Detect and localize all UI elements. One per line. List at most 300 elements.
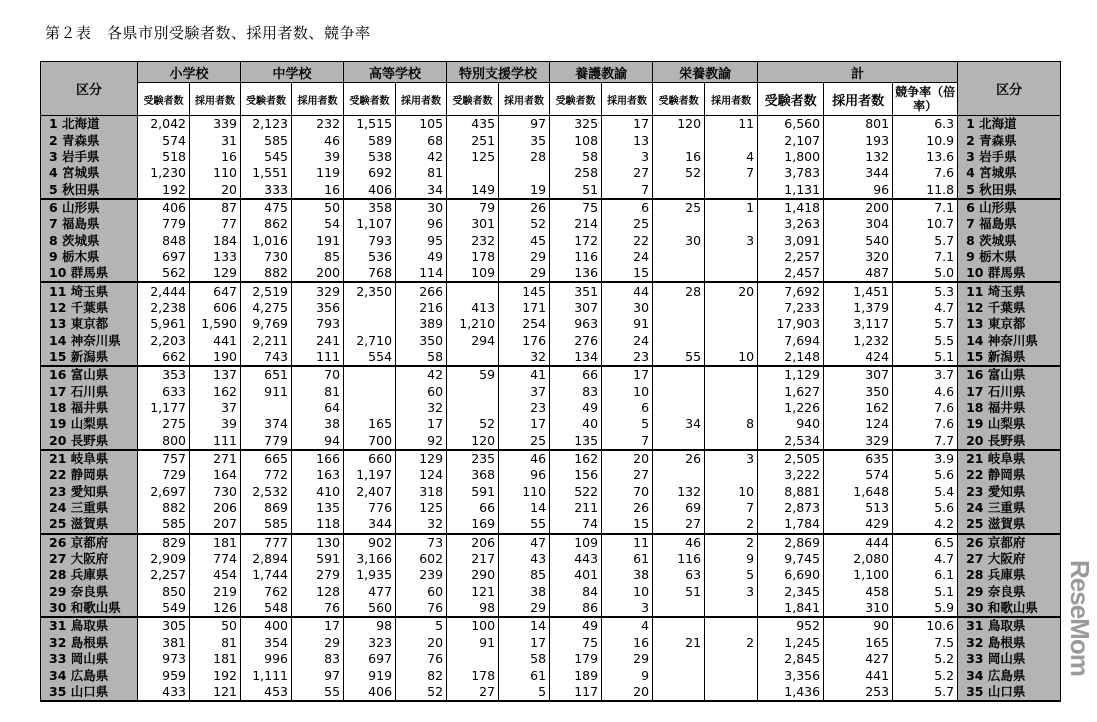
number-cell: 7,233 — [758, 300, 824, 316]
number-cell — [653, 332, 705, 348]
header-group-total: 計 — [758, 62, 958, 83]
number-cell — [653, 600, 705, 617]
prefecture-label-left: 10 群馬県 — [41, 265, 138, 282]
number-cell: 10 — [705, 349, 758, 366]
number-cell: 7,692 — [758, 282, 824, 299]
number-cell: 2 — [705, 516, 758, 533]
number-cell: 325 — [550, 116, 602, 133]
table-row — [41, 516, 1061, 533]
prefecture-label-right: 17 石川県 — [958, 384, 1061, 400]
prefecture-label-left: 28 兵庫県 — [41, 567, 138, 583]
table-row — [41, 467, 1061, 483]
prefecture-label-right: 34 広島県 — [958, 667, 1061, 683]
number-cell: 2,257 — [138, 567, 190, 583]
number-cell: 1,100 — [824, 567, 893, 583]
number-cell: 1,418 — [758, 199, 824, 216]
table-row — [41, 500, 1061, 516]
number-cell: 166 — [292, 450, 344, 467]
number-cell — [705, 600, 758, 617]
number-cell: 290 — [447, 567, 499, 583]
number-cell: 697 — [138, 249, 190, 265]
competition-rate-cell: 6.5 — [893, 534, 958, 551]
competition-rate-cell: 7.1 — [893, 199, 958, 216]
number-cell: 17 — [499, 416, 550, 432]
number-cell: 1,515 — [344, 116, 396, 133]
number-cell: 3 — [705, 584, 758, 600]
number-cell: 487 — [824, 265, 893, 282]
number-cell: 30 — [602, 300, 653, 316]
number-cell: 83 — [550, 384, 602, 400]
prefecture-label-left: 23 愛知県 — [41, 484, 138, 500]
number-cell: 10 — [602, 584, 653, 600]
competition-rate-cell: 5.7 — [893, 684, 958, 701]
prefecture-label-left: 24 三重県 — [41, 500, 138, 516]
table-row — [41, 551, 1061, 567]
competition-rate-cell: 6.1 — [893, 567, 958, 583]
number-cell: 15 — [602, 516, 653, 533]
number-cell: 191 — [292, 232, 344, 248]
prefecture-label-left: 17 石川県 — [41, 384, 138, 400]
number-cell: 129 — [396, 450, 447, 467]
number-cell: 37 — [499, 384, 550, 400]
number-cell: 389 — [396, 316, 447, 332]
number-cell: 2,203 — [138, 332, 190, 348]
number-cell — [653, 366, 705, 383]
number-cell: 1,451 — [824, 282, 893, 299]
number-cell: 2,869 — [758, 534, 824, 551]
number-cell: 848 — [138, 232, 190, 248]
header-kubun-right: 区分 — [958, 62, 1061, 116]
number-cell: 2,080 — [824, 551, 893, 567]
number-cell: 75 — [550, 199, 602, 216]
number-cell: 344 — [344, 516, 396, 533]
number-cell: 26 — [602, 500, 653, 516]
prefecture-label-right: 19 山梨県 — [958, 416, 1061, 432]
number-cell: 120 — [653, 116, 705, 133]
number-cell: 294 — [447, 332, 499, 348]
number-cell: 574 — [824, 467, 893, 483]
number-cell: 63 — [653, 567, 705, 583]
number-cell: 29 — [499, 600, 550, 617]
number-cell: 344 — [824, 165, 893, 181]
header-group: 養護教諭 — [550, 62, 653, 83]
competition-rate-cell: 7.5 — [893, 635, 958, 651]
number-cell: 219 — [190, 584, 241, 600]
number-cell: 2,519 — [241, 282, 292, 299]
number-cell: 1,226 — [758, 400, 824, 416]
number-cell: 55 — [292, 684, 344, 701]
table-row — [41, 416, 1061, 432]
number-cell: 6 — [602, 400, 653, 416]
competition-rate-cell: 7.6 — [893, 165, 958, 181]
competition-rate-cell: 5.5 — [893, 332, 958, 348]
number-cell: 39 — [292, 149, 344, 165]
competition-rate-cell: 5.9 — [893, 600, 958, 617]
header-hired: 採用者数 — [499, 83, 550, 116]
number-cell: 381 — [138, 635, 190, 651]
number-cell: 7 — [602, 433, 653, 450]
number-cell: 2,873 — [758, 500, 824, 516]
number-cell — [447, 165, 499, 181]
number-cell: 137 — [190, 366, 241, 383]
table-row — [41, 617, 1061, 634]
number-cell: 207 — [190, 516, 241, 533]
number-cell: 538 — [344, 149, 396, 165]
number-cell: 17,903 — [758, 316, 824, 332]
number-cell: 774 — [190, 551, 241, 567]
number-cell — [705, 265, 758, 282]
number-cell: 762 — [241, 584, 292, 600]
number-cell: 96 — [824, 181, 893, 198]
number-cell: 20 — [396, 635, 447, 651]
table-row — [41, 366, 1061, 383]
number-cell: 11 — [602, 534, 653, 551]
number-cell: 8,881 — [758, 484, 824, 500]
number-cell: 6,690 — [758, 567, 824, 583]
number-cell: 276 — [550, 332, 602, 348]
number-cell: 116 — [653, 551, 705, 567]
number-cell — [344, 384, 396, 400]
competition-rate-cell: 6.3 — [893, 116, 958, 133]
number-cell: 606 — [190, 300, 241, 316]
number-cell: 768 — [344, 265, 396, 282]
number-cell: 30 — [396, 199, 447, 216]
number-cell: 116 — [550, 249, 602, 265]
number-cell: 730 — [190, 484, 241, 500]
table-row — [41, 400, 1061, 416]
number-cell: 1,841 — [758, 600, 824, 617]
number-cell: 801 — [824, 116, 893, 133]
number-cell: 58 — [499, 651, 550, 667]
prefecture-label-right: 31 鳥取県 — [958, 617, 1061, 634]
table-row — [41, 249, 1061, 265]
table-row — [41, 282, 1061, 299]
number-cell: 4,275 — [241, 300, 292, 316]
number-cell: 406 — [344, 181, 396, 198]
number-cell — [653, 216, 705, 232]
number-cell: 307 — [824, 366, 893, 383]
number-cell: 6 — [602, 199, 653, 216]
number-cell: 162 — [824, 400, 893, 416]
number-cell: 410 — [292, 484, 344, 500]
header-applicants: 受験者数 — [344, 83, 396, 116]
prefecture-label-left: 19 山梨県 — [41, 416, 138, 432]
number-cell: 271 — [190, 450, 241, 467]
number-cell: 98 — [447, 600, 499, 617]
number-cell — [653, 132, 705, 148]
number-cell: 81 — [292, 384, 344, 400]
table-row — [41, 450, 1061, 467]
number-cell: 305 — [138, 617, 190, 634]
number-cell — [705, 366, 758, 383]
number-cell: 13 — [602, 132, 653, 148]
number-cell — [705, 617, 758, 634]
number-cell: 235 — [447, 450, 499, 467]
number-cell: 105 — [396, 116, 447, 133]
number-cell: 135 — [292, 500, 344, 516]
table-row — [41, 534, 1061, 551]
table-row — [41, 584, 1061, 600]
prefecture-label-right: 2 青森県 — [958, 132, 1061, 148]
number-cell: 124 — [824, 416, 893, 432]
number-cell: 354 — [241, 635, 292, 651]
number-cell: 660 — [344, 450, 396, 467]
number-cell: 1,230 — [138, 165, 190, 181]
number-cell: 400 — [241, 617, 292, 634]
number-cell: 911 — [241, 384, 292, 400]
number-cell — [705, 300, 758, 316]
number-cell: 206 — [447, 534, 499, 551]
number-cell: 11 — [705, 116, 758, 133]
number-cell: 111 — [190, 433, 241, 450]
number-cell: 1,627 — [758, 384, 824, 400]
number-cell: 179 — [550, 651, 602, 667]
number-cell: 356 — [292, 300, 344, 316]
table-row — [41, 265, 1061, 282]
table-row — [41, 349, 1061, 366]
prefecture-label-right: 21 岐阜県 — [958, 450, 1061, 467]
number-cell — [653, 667, 705, 683]
table-row — [41, 684, 1061, 701]
number-cell: 52 — [396, 684, 447, 701]
number-cell: 358 — [344, 199, 396, 216]
number-cell — [653, 249, 705, 265]
number-cell: 3,117 — [824, 316, 893, 332]
number-cell: 3 — [705, 232, 758, 248]
number-cell: 85 — [292, 249, 344, 265]
number-cell: 251 — [447, 132, 499, 148]
number-cell — [705, 332, 758, 348]
number-cell: 162 — [550, 450, 602, 467]
number-cell: 184 — [190, 232, 241, 248]
number-cell: 368 — [447, 467, 499, 483]
header-group: 高等学校 — [344, 62, 447, 83]
number-cell: 44 — [602, 282, 653, 299]
number-cell: 41 — [499, 366, 550, 383]
table-row — [41, 651, 1061, 667]
number-cell: 2,148 — [758, 349, 824, 366]
table-row — [41, 116, 1061, 133]
number-cell: 119 — [292, 165, 344, 181]
prefecture-label-right: 4 宮城県 — [958, 165, 1061, 181]
number-cell: 45 — [499, 232, 550, 248]
prefecture-label-right: 12 千葉県 — [958, 300, 1061, 316]
number-cell: 96 — [396, 216, 447, 232]
prefecture-label-right: 3 岩手県 — [958, 149, 1061, 165]
table-row — [41, 667, 1061, 683]
prefecture-label-right: 28 兵庫県 — [958, 567, 1061, 583]
number-cell — [653, 467, 705, 483]
number-cell: 58 — [550, 149, 602, 165]
number-cell: 121 — [190, 684, 241, 701]
number-cell: 17 — [499, 635, 550, 651]
number-cell: 560 — [344, 600, 396, 617]
number-cell: 125 — [396, 500, 447, 516]
number-cell: 963 — [550, 316, 602, 332]
number-cell: 2,909 — [138, 551, 190, 567]
number-cell: 254 — [499, 316, 550, 332]
number-cell: 5 — [602, 416, 653, 432]
table-row — [41, 316, 1061, 332]
number-cell: 562 — [138, 265, 190, 282]
prefecture-label-left: 26 京都府 — [41, 534, 138, 551]
number-cell: 545 — [241, 149, 292, 165]
number-cell: 128 — [292, 584, 344, 600]
number-cell: 17 — [602, 366, 653, 383]
number-cell: 38 — [292, 416, 344, 432]
number-cell: 189 — [550, 667, 602, 683]
prefecture-label-right: 10 群馬県 — [958, 265, 1061, 282]
competition-rate-cell: 5.2 — [893, 651, 958, 667]
number-cell — [705, 316, 758, 332]
number-cell: 24 — [602, 249, 653, 265]
number-cell: 26 — [653, 450, 705, 467]
number-cell: 216 — [396, 300, 447, 316]
competition-rate-cell: 5.2 — [893, 667, 958, 683]
prefecture-label-left: 18 福井県 — [41, 400, 138, 416]
number-cell: 46 — [292, 132, 344, 148]
number-cell: 692 — [344, 165, 396, 181]
number-cell: 882 — [241, 265, 292, 282]
prefecture-label-right: 15 新潟県 — [958, 349, 1061, 366]
number-cell: 2,534 — [758, 433, 824, 450]
number-cell: 34 — [396, 181, 447, 198]
number-cell: 779 — [138, 216, 190, 232]
number-cell: 29 — [292, 635, 344, 651]
number-cell: 20 — [190, 181, 241, 198]
number-cell: 662 — [138, 349, 190, 366]
number-cell: 76 — [292, 600, 344, 617]
number-cell: 76 — [396, 600, 447, 617]
number-cell: 43 — [499, 551, 550, 567]
number-cell: 19 — [499, 181, 550, 198]
number-cell: 121 — [447, 584, 499, 600]
number-cell: 665 — [241, 450, 292, 467]
number-cell — [705, 132, 758, 148]
number-cell: 40 — [550, 416, 602, 432]
number-cell: 441 — [190, 332, 241, 348]
prefecture-label-left: 3 岩手県 — [41, 149, 138, 165]
header-kubun-left: 区分 — [41, 62, 138, 116]
number-cell: 29 — [499, 265, 550, 282]
number-cell: 39 — [190, 416, 241, 432]
prefecture-label-left: 4 宮城県 — [41, 165, 138, 181]
prefecture-label-left: 2 青森県 — [41, 132, 138, 148]
number-cell: 3,166 — [344, 551, 396, 567]
number-cell: 585 — [241, 132, 292, 148]
number-cell — [705, 667, 758, 683]
prefecture-label-right: 8 茨城県 — [958, 232, 1061, 248]
number-cell — [499, 165, 550, 181]
number-cell: 266 — [396, 282, 447, 299]
number-cell: 730 — [241, 249, 292, 265]
competition-rate-cell: 11.8 — [893, 181, 958, 198]
number-cell: 181 — [190, 534, 241, 551]
number-cell — [705, 384, 758, 400]
number-cell: 14 — [499, 500, 550, 516]
number-cell: 2 — [705, 534, 758, 551]
number-cell: 165 — [824, 635, 893, 651]
resemom-logo: ReseMom — [1065, 560, 1095, 676]
number-cell: 757 — [138, 450, 190, 467]
number-cell: 351 — [550, 282, 602, 299]
prefecture-label-left: 6 山形県 — [41, 199, 138, 216]
table-row — [41, 433, 1061, 450]
prefecture-label-left: 32 島根県 — [41, 635, 138, 651]
number-cell: 1 — [705, 199, 758, 216]
number-cell: 20 — [602, 450, 653, 467]
prefecture-label-right: 26 京都府 — [958, 534, 1061, 551]
number-cell: 329 — [824, 433, 893, 450]
number-cell: 793 — [292, 316, 344, 332]
number-cell: 2,894 — [241, 551, 292, 567]
number-cell: 95 — [396, 232, 447, 248]
number-cell: 548 — [241, 600, 292, 617]
number-cell: 32 — [396, 400, 447, 416]
number-cell: 68 — [396, 132, 447, 148]
number-cell: 1,197 — [344, 467, 396, 483]
number-cell: 919 — [344, 667, 396, 683]
number-cell: 424 — [824, 349, 893, 366]
number-cell: 869 — [241, 500, 292, 516]
prefecture-label-right: 33 岡山県 — [958, 651, 1061, 667]
number-cell: 110 — [190, 165, 241, 181]
number-cell — [447, 282, 499, 299]
number-cell: 406 — [138, 199, 190, 216]
number-cell: 31 — [190, 132, 241, 148]
number-cell: 585 — [241, 516, 292, 533]
number-cell: 2,257 — [758, 249, 824, 265]
number-cell: 14 — [499, 617, 550, 634]
number-cell: 126 — [190, 600, 241, 617]
number-cell: 69 — [653, 500, 705, 516]
number-cell: 92 — [396, 433, 447, 450]
number-cell: 51 — [653, 584, 705, 600]
number-cell: 23 — [602, 349, 653, 366]
number-cell: 124 — [396, 467, 447, 483]
number-cell: 172 — [550, 232, 602, 248]
header-applicants: 受験者数 — [550, 83, 602, 116]
prefecture-label-left: 12 千葉県 — [41, 300, 138, 316]
table-row — [41, 384, 1061, 400]
number-cell: 83 — [292, 651, 344, 667]
prefecture-label-right: 5 秋田県 — [958, 181, 1061, 198]
number-cell: 28 — [499, 149, 550, 165]
number-cell: 178 — [447, 667, 499, 683]
number-cell: 110 — [499, 484, 550, 500]
number-cell: 2,123 — [241, 116, 292, 133]
number-cell: 729 — [138, 467, 190, 483]
number-cell: 10 — [602, 384, 653, 400]
number-cell: 1,436 — [758, 684, 824, 701]
number-cell — [653, 651, 705, 667]
number-cell: 29 — [499, 249, 550, 265]
number-cell: 61 — [499, 667, 550, 683]
number-cell: 3 — [705, 450, 758, 467]
number-cell: 635 — [824, 450, 893, 467]
number-cell: 307 — [550, 300, 602, 316]
number-cell: 49 — [550, 400, 602, 416]
number-cell: 16 — [602, 635, 653, 651]
number-cell — [653, 316, 705, 332]
header-applicants: 受験者数 — [447, 83, 499, 116]
number-cell: 82 — [396, 667, 447, 683]
number-cell: 253 — [824, 684, 893, 701]
number-cell: 52 — [499, 216, 550, 232]
header-hired: 採用者数 — [190, 83, 241, 116]
number-cell: 15 — [602, 265, 653, 282]
number-cell: 16 — [190, 149, 241, 165]
